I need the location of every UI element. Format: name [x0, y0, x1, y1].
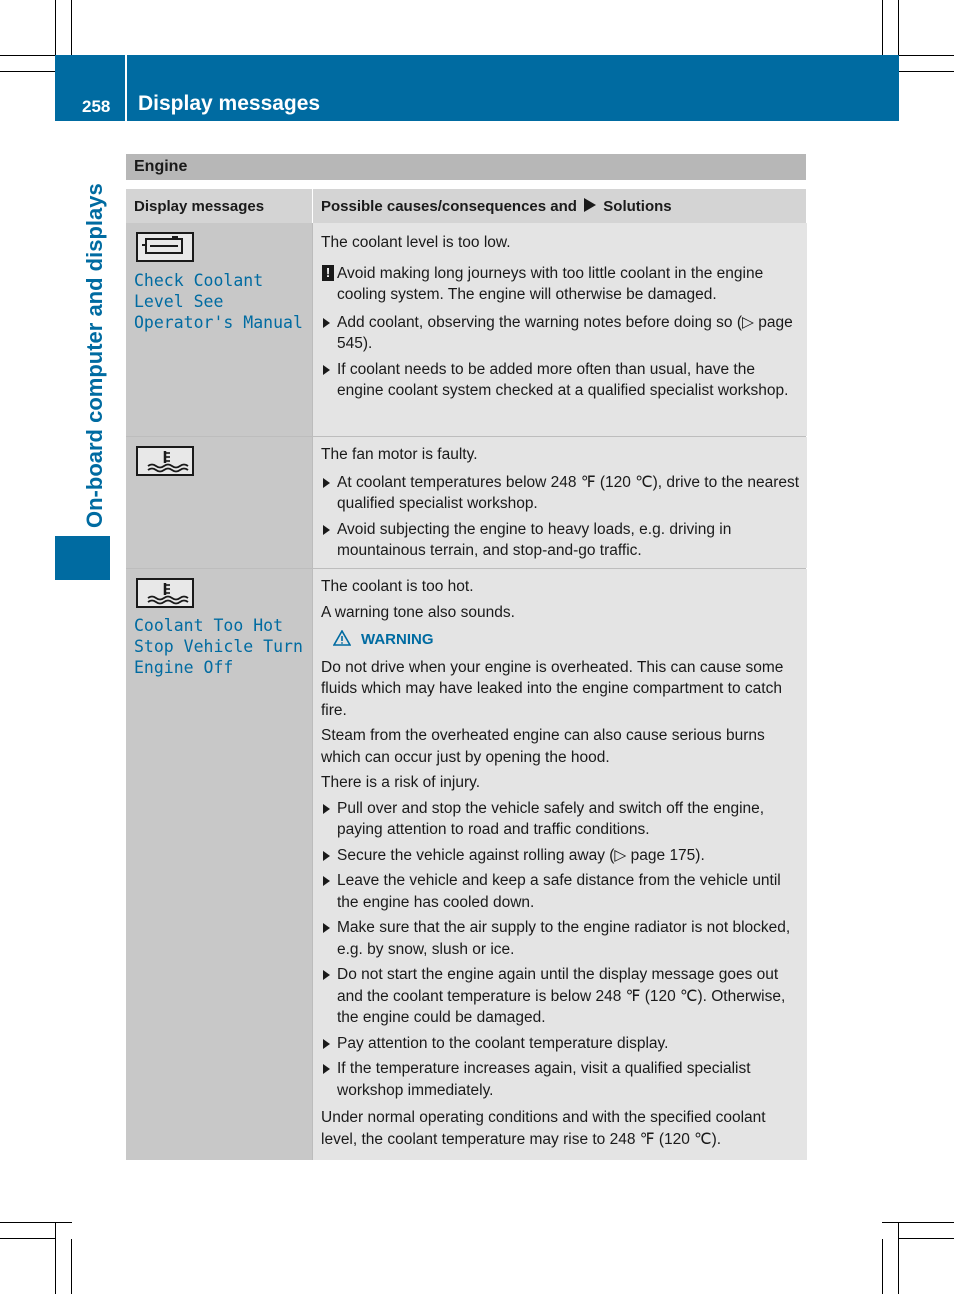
display-message-line: Check Coolant	[134, 271, 264, 290]
column-header-display-messages	[126, 189, 312, 223]
crop-mark	[71, 1239, 72, 1294]
display-message-line: Level See	[134, 292, 224, 311]
display-message-line: Coolant Too Hot	[134, 616, 284, 635]
section-heading	[126, 154, 806, 180]
column-header-causes	[313, 189, 806, 223]
display-message-text	[134, 615, 303, 678]
cause-text: The coolant level is too low.	[321, 234, 511, 251]
crop-mark	[899, 55, 954, 56]
display-message-line: Operator's Manual	[134, 313, 303, 332]
solution-step: Leave the vehicle and keep a safe distance from the vehicle until the engine has cooled down.	[321, 870, 803, 913]
solution-step: If coolant needs to be added more often than usual, have the engine coolant system checked at a qualified specialist workshop.	[321, 359, 803, 402]
solution-text	[321, 232, 803, 406]
warning-triangle-icon	[333, 630, 351, 646]
crop-mark	[898, 1222, 899, 1294]
page-title: Display messages	[138, 92, 321, 115]
warning-label: WARNING	[361, 631, 434, 648]
closing-note: Under normal operating conditions and with the specified coolant level, the coolant temperature may rise to 248 ℉ (120 ℃).	[321, 1109, 766, 1148]
coolant-level-icon	[136, 232, 194, 262]
column-header-label	[321, 198, 672, 215]
solution-step: Secure the vehicle against rolling away (▷ page 175).	[321, 845, 803, 867]
cause-text: The fan motor is faulty.	[321, 446, 478, 463]
warning-text: There is a risk of injury.	[321, 774, 481, 791]
exclamation-icon: !	[322, 265, 334, 281]
crop-mark	[71, 0, 72, 55]
solution-step: At coolant temperatures below 248 ℉ (120 ℃), drive to the nearest qualified specialist workshop.	[321, 472, 803, 515]
message-cell	[126, 223, 312, 436]
message-cell	[126, 569, 312, 1160]
column-header-prefix: Possible causes/consequences and	[321, 198, 577, 215]
crop-mark	[0, 1222, 72, 1223]
chapter-title: On-board computer and displays	[82, 183, 107, 528]
cause-text: The coolant is too hot.	[321, 578, 474, 595]
page-number: 258	[82, 97, 111, 116]
display-message-line: Engine Off	[134, 658, 234, 677]
solution-step: Make sure that the air supply to the engine radiator is not blocked, e.g. by snow, slush or ice.	[321, 917, 803, 960]
solution-step: Avoid subjecting the engine to heavy loads, e.g. driving in mountainous terrain, and stop-and-go traffic.	[321, 519, 803, 562]
column-header-suffix: Solutions	[603, 198, 672, 215]
solution-step: Add coolant, observing the warning notes before doing so (▷ page 545).	[321, 312, 803, 355]
warning-heading	[321, 629, 803, 651]
message-cell	[126, 437, 312, 568]
crop-mark	[55, 1222, 56, 1294]
solution-text	[321, 444, 803, 566]
caution-text: Avoid making long journeys with too little coolant in the engine cooling system. The engine will otherwise be damaged.	[337, 264, 764, 303]
page-header	[55, 55, 899, 121]
solution-cell	[312, 437, 807, 568]
coolant-temperature-icon	[136, 578, 194, 608]
solution-step: Pay attention to the coolant temperature display.	[321, 1033, 803, 1055]
caution-note	[321, 263, 803, 306]
crop-mark	[882, 0, 883, 55]
coolant-temperature-icon	[136, 446, 194, 476]
chapter-tab-block	[55, 536, 110, 580]
display-message-line: Stop Vehicle Turn	[134, 637, 303, 656]
cause-text: A warning tone also sounds.	[321, 603, 515, 621]
warning-text: Do not drive when your engine is overheated. This can cause some fluids which may have leaked into the engine compartment to catch fire.	[321, 658, 784, 719]
crop-mark	[882, 1239, 883, 1294]
solution-step: If the temperature increases again, visit a qualified specialist workshop immediately.	[321, 1058, 803, 1101]
crop-mark	[882, 1222, 954, 1223]
solution-step: Pull over and stop the vehicle safely and switch off the engine, paying attention to road and traffic conditions.	[321, 798, 803, 841]
crop-mark	[899, 1238, 954, 1239]
solution-text	[321, 576, 803, 1154]
solution-cell	[312, 569, 807, 1160]
solution-step: Do not start the engine again until the display message goes out and the coolant temperature is below 248 ℉ (120 ℃). Otherwise, the engine could be damaged.	[321, 964, 803, 1029]
display-message-text	[134, 270, 303, 333]
crop-mark	[0, 1238, 55, 1239]
solution-arrow-icon	[583, 198, 597, 212]
crop-mark	[0, 55, 55, 56]
column-header-label: Display messages	[134, 198, 265, 215]
header-separator	[125, 55, 127, 121]
solution-cell	[312, 223, 807, 436]
section-title: Engine	[134, 158, 188, 175]
warning-text: Steam from the overheated engine can also cause serious burns which can occur just by opening the hood.	[321, 727, 765, 766]
